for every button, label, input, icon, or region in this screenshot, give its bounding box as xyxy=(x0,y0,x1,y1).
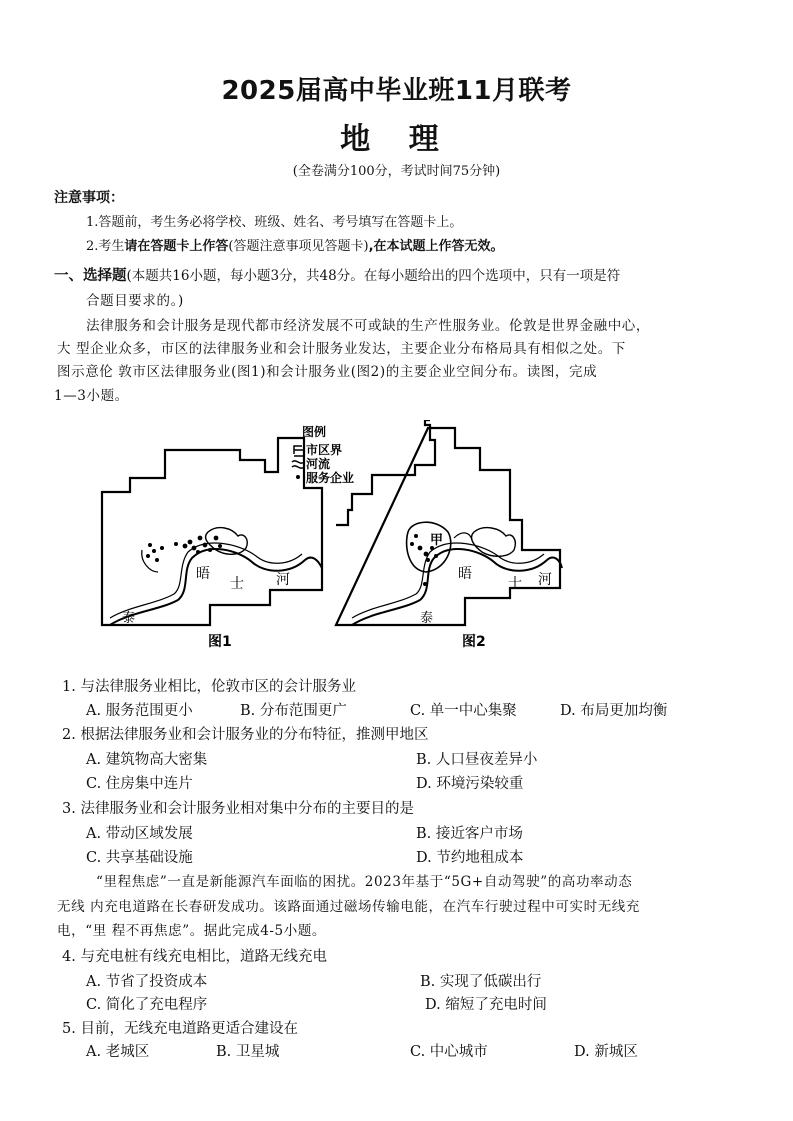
question-4-option-a: A. 节省了投资成本 xyxy=(86,974,208,990)
exam-title: 2025届高中毕业班11月联考 xyxy=(221,76,572,106)
fig1-river-char-3: 河 xyxy=(276,572,290,588)
fig2-city-boundary xyxy=(336,420,560,625)
fig2-tai-label: 泰 xyxy=(420,611,434,626)
question-1-option-c: C. 单一中心集聚 xyxy=(410,703,517,719)
question-4-option-c: C. 简化了充电程序 xyxy=(86,997,208,1013)
fig2-river-char-3: 河 xyxy=(538,572,552,588)
passage2-line-3: 电，“里 程不再焦虑”。据此完成4-5小题。 xyxy=(57,923,327,939)
question-2-option-a: A. 建筑物高大密集 xyxy=(86,752,208,768)
fig2-caption: 图2 xyxy=(462,634,486,650)
subject-title: 地 理 xyxy=(340,122,453,157)
notice-item-1: 1.答题前，考生务必将学校、班级、姓名、考号填写在答题卡上。 xyxy=(86,215,463,230)
legend-firm-label: 服务企业 xyxy=(306,471,355,485)
notice-item-2-bold-b: ,在本试题上作答无效。 xyxy=(368,239,504,254)
notice-item-2-part-a: 2.考生 xyxy=(86,239,125,254)
question-4-option-d: D. 缩短了充电时间 xyxy=(425,997,547,1013)
legend-river-symbol xyxy=(292,461,304,468)
fig1-tai-label: 泰 xyxy=(122,611,136,626)
exam-meta: (全卷满分100分，考试时间75分钟) xyxy=(292,164,501,179)
passage2-line-1: “里程焦虑”一直是新能源汽车面临的困扰。2023年基于“5G+自动驾驶”的高功率动态 xyxy=(96,874,633,890)
question-5-option-a: A. 老城区 xyxy=(86,1044,150,1060)
section-desc-2: 合题目要求的。) xyxy=(86,293,184,309)
fig1-caption: 图1 xyxy=(208,634,232,650)
legend-boundary-symbol xyxy=(294,446,304,456)
question-5-option-c: C. 中心城市 xyxy=(410,1044,488,1060)
fig2-jia-label: 甲 xyxy=(430,533,444,548)
fig1-city-boundary xyxy=(102,438,322,625)
question-3-option-c: C. 共享基础设施 xyxy=(86,850,193,866)
question-2-stem: 2. 根据法律服务业和会计服务业的分布特征，推测甲地区 xyxy=(62,727,429,743)
fig1-river-char-2: 士 xyxy=(230,576,244,592)
passage1-line-1: 法律服务和会计服务是现代都市经济发展不可或缺的生产性服务业。伦敦是世界金融中心， xyxy=(86,318,650,334)
question-4-stem: 4. 与充电桩有线充电相比，道路无线充电 xyxy=(62,949,327,965)
question-3-stem: 3. 法律服务业和会计服务业相对集中分布的主要目的是 xyxy=(62,801,414,817)
fig2-jia-outline xyxy=(407,522,451,572)
london-service-map-figure xyxy=(90,420,590,660)
legend-title: 图例 xyxy=(302,425,327,439)
question-5-stem: 5. 目前，无线充电道路更适合建设在 xyxy=(62,1021,298,1037)
fig1-firm-points xyxy=(146,536,222,562)
notice-item-2 xyxy=(86,235,504,254)
question-2-option-d: D. 环境污染较重 xyxy=(416,776,524,792)
question-5-option-b: B. 卫星城 xyxy=(216,1044,280,1060)
fig1-river-char-1: 晤 xyxy=(196,566,210,582)
fig2-district-outline xyxy=(454,533,472,540)
question-2-option-c: C. 住房集中连片 xyxy=(86,776,193,792)
question-3-option-a: A. 带动区域发展 xyxy=(86,826,193,842)
section-label: 一、选择题 xyxy=(54,268,127,284)
passage1-line-4: 1—3小题。 xyxy=(54,388,129,404)
question-1-option-a: A. 服务范围更小 xyxy=(86,703,193,719)
question-4-option-b: B. 实现了低碳出行 xyxy=(420,974,542,990)
notice-item-2-part-c: (答题注意事项见答题卡) xyxy=(228,239,369,254)
fig2-river-char-1: 晤 xyxy=(458,566,472,582)
question-1-option-d: D. 布局更加均衡 xyxy=(560,703,668,719)
notice-item-2-bold-a: 请在答题卡上作答 xyxy=(124,239,229,254)
question-2-option-b: B. 人口昼夜差异小 xyxy=(416,752,538,768)
fig2-river-char-2: 士 xyxy=(508,576,522,592)
notice-heading: 注意事项： xyxy=(54,190,124,206)
passage1-line-2: 大 型企业众多，市区的法律服务业和会计服务业发达，主要企业分布格局具有相似之处。下 xyxy=(57,341,626,357)
passage1-line-3: 图示意伦 敦市区法律服务业(图1)和会计服务业(图2)的主要企业空间分布。读图，完成 xyxy=(57,364,598,380)
question-3-option-b: B. 接近客户市场 xyxy=(416,826,523,842)
section-heading xyxy=(54,264,620,285)
question-1-stem: 1. 与法律服务业相比，伦敦市区的会计服务业 xyxy=(62,679,356,695)
legend-firm-symbol xyxy=(296,475,300,479)
question-3-option-d: D. 节约地租成本 xyxy=(416,850,524,866)
passage2-line-2: 无线 内充电道路在长春研发成功。该路面通过磁场传输电能，在汽车行驶过程中可实时无线充 xyxy=(57,899,640,915)
legend-boundary-label: 市区界 xyxy=(306,443,343,457)
legend-river-label: 河流 xyxy=(306,457,331,471)
section-desc-1: (本题共16小题，每小题3分，共48分。在每小题给出的四个选项中，只有一项是符 xyxy=(126,268,621,284)
question-1-option-b: B. 分布范围更广 xyxy=(240,703,347,719)
question-5-option-d: D. 新城区 xyxy=(574,1044,638,1060)
